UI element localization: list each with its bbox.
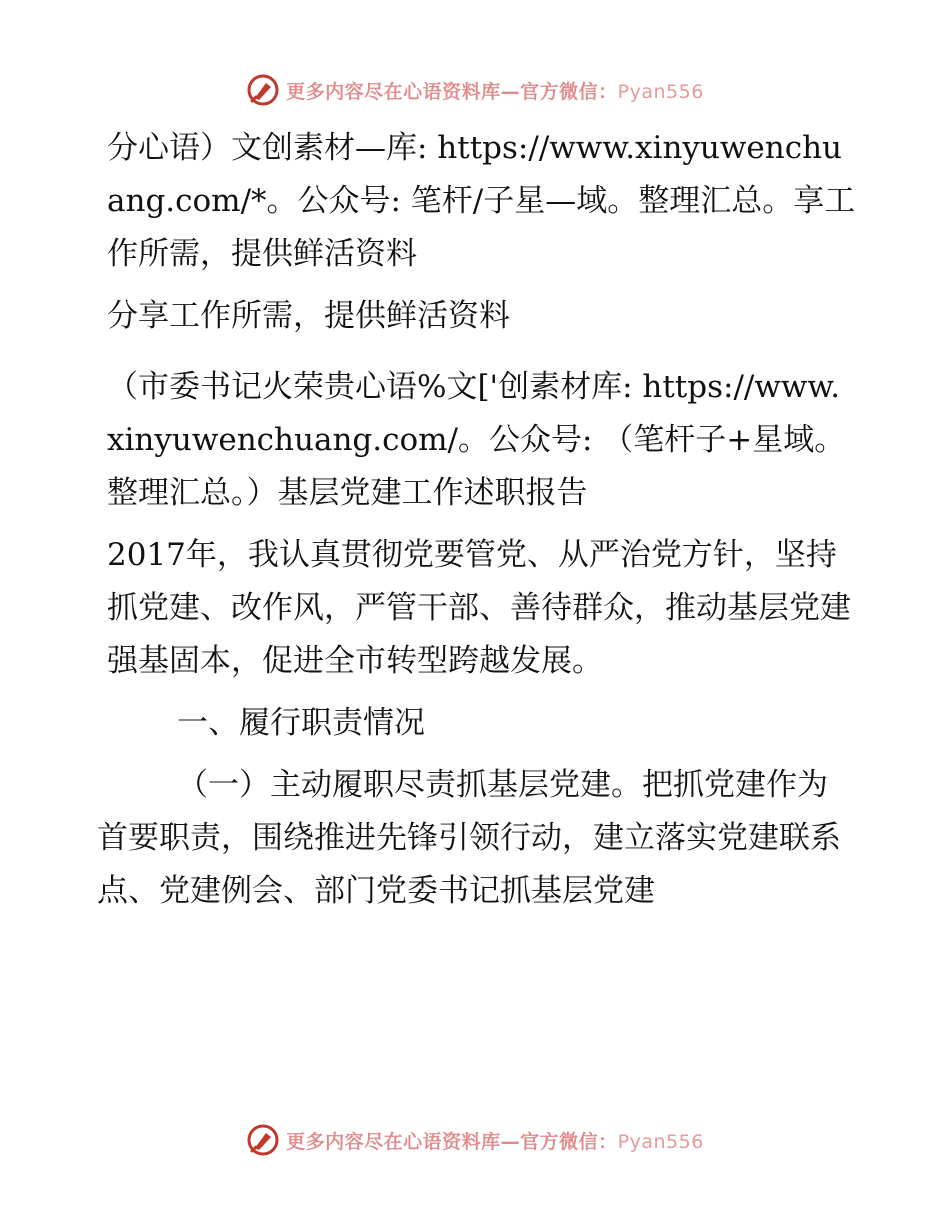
header-banner-text: 更多内容尽在心语资料库—官方微信：Pyan556 — [286, 80, 704, 103]
wechat-id: Pyan556 — [617, 80, 704, 103]
pen-nib-logo-icon — [246, 1123, 280, 1157]
wechat-id: Pyan556 — [617, 1130, 704, 1153]
section-heading: 一、履行职责情况 — [177, 705, 425, 741]
footer-banner — [0, 1120, 950, 1160]
document-body — [97, 122, 857, 918]
paragraph-2: 分享工作所需，提供鲜活资料 — [107, 298, 510, 334]
footer-banner-text: 更多内容尽在心语资料库—官方微信：Pyan556 — [286, 1130, 704, 1153]
paragraph-3: （市委书记火荣贵心语%文['创素材库: https://www.xinyuwenchuang.com/。公众号: （笔杆子+星域。整理汇总。）基层党建工作述职报告 — [107, 369, 846, 511]
pen-nib-logo-icon — [246, 73, 280, 107]
paragraph-1: 分心语）文创素材—库: https://www.xinyuwenchuang.com/*。公众号: 笔杆/子星—域。整理汇总。享工作所需，提供鲜活资料 — [107, 130, 856, 272]
paragraph-5: （一）主动履职尽责抓基层党建。把抓党建作为首要职责，围绕推进先锋引领行动，建立落实党建联系点、党建例会、部门党委书记抓基层党建 — [97, 767, 841, 909]
header-banner — [0, 70, 950, 110]
paragraph-4: 2017年，我认真贯彻党要管党、从严治党方针，坚持抓党建、改作风，严管干部、善待群众，推动基层党建强基固本，促进全市转型跨越发展。 — [107, 537, 851, 679]
